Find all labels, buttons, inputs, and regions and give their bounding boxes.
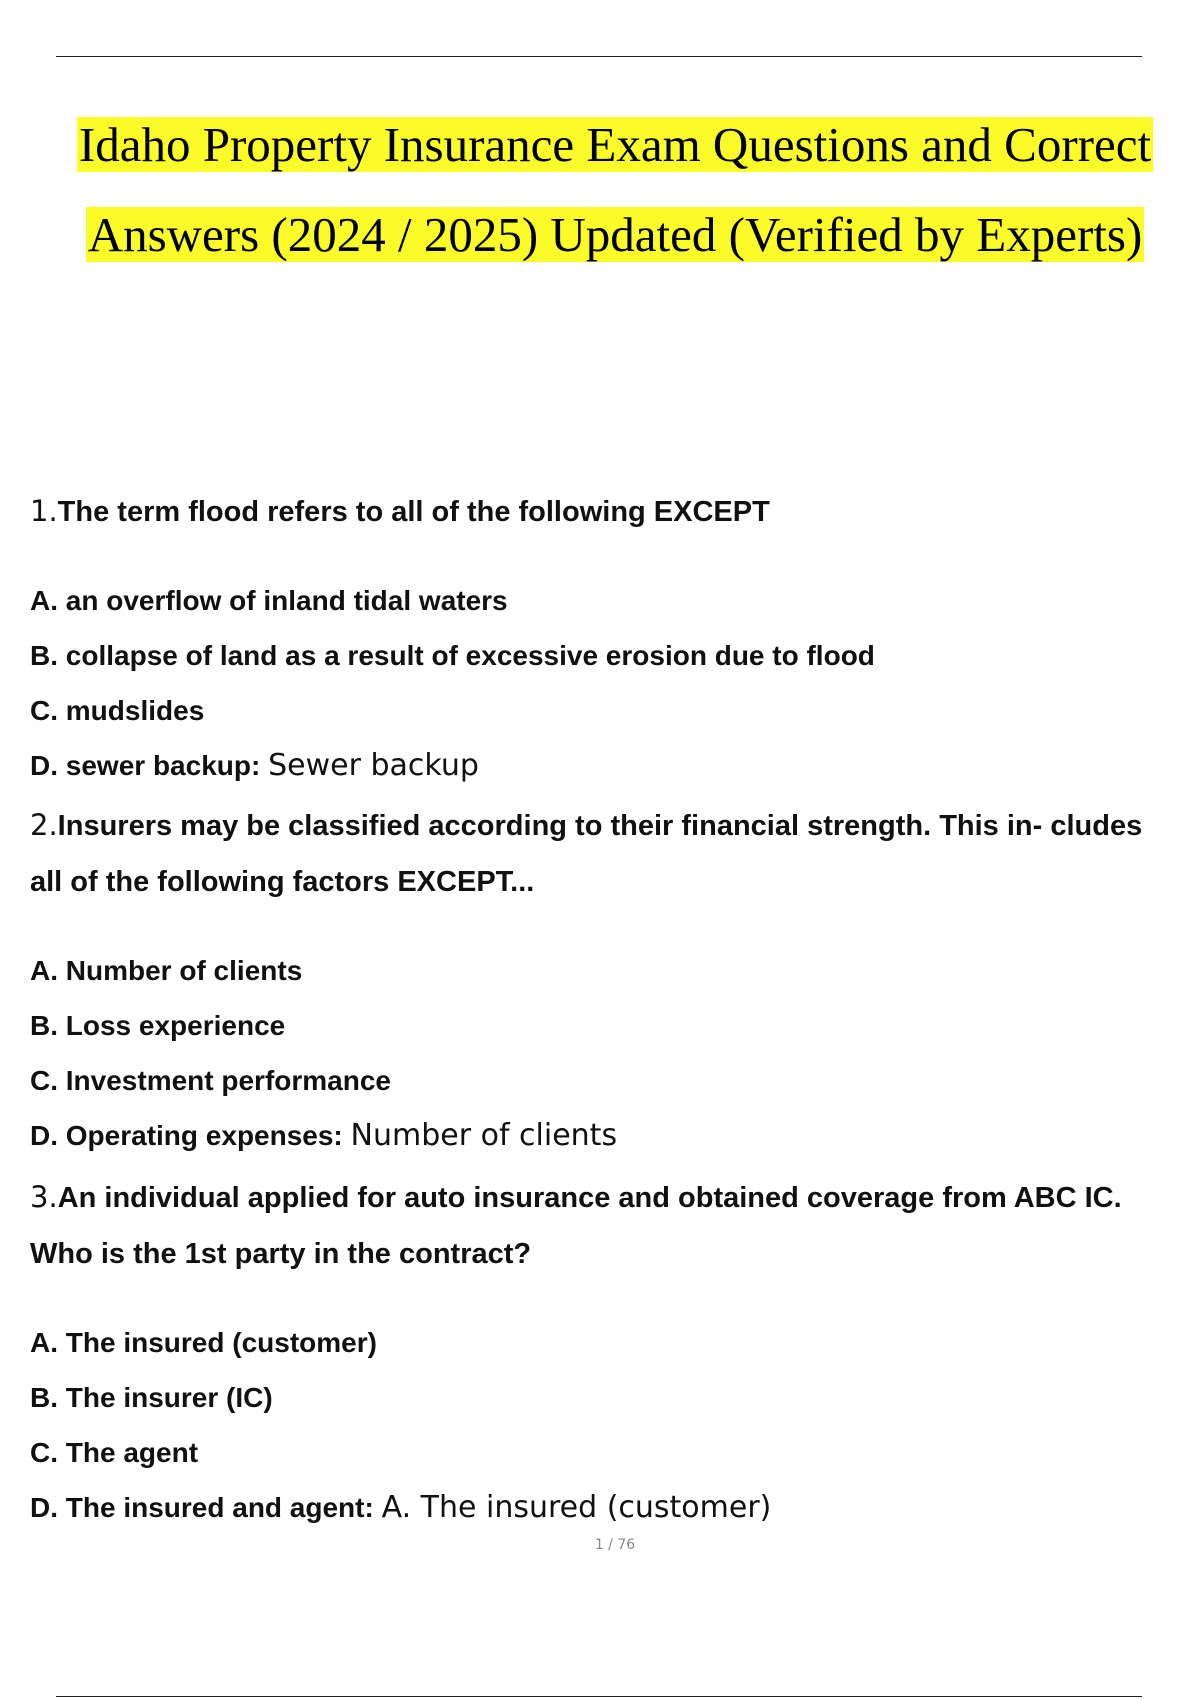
option-text: mudslides: [65, 695, 205, 726]
option-letter: A.: [30, 955, 58, 986]
option-text: The insured and agent:: [65, 1492, 374, 1523]
option-text: The insured (customer): [65, 1327, 377, 1358]
option-letter: A.: [30, 1327, 58, 1358]
option-2c: [30, 1061, 1160, 1101]
bottom-rule: [56, 1696, 1142, 1697]
option-text: Loss experience: [65, 1010, 286, 1041]
document-title: [40, 100, 1190, 280]
option-text: Operating expenses:: [65, 1120, 343, 1151]
option-text: an overflow of inland tidal waters: [65, 585, 508, 616]
option-1c: [30, 691, 1160, 731]
option-2d: [30, 1116, 1160, 1156]
answer-text: Sewer backup: [268, 748, 479, 783]
option-letter: A.: [30, 585, 58, 616]
option-3b: [30, 1378, 1160, 1418]
option-2b: [30, 1006, 1160, 1046]
option-letter: C.: [30, 1065, 58, 1096]
option-text: The agent: [65, 1437, 199, 1468]
option-letter: C.: [30, 695, 58, 726]
question-1: [30, 483, 1160, 540]
option-text: collapse of land as a result of excessive erosion due to flood: [65, 640, 875, 671]
title-line-2: Answers (2024 / 2025) Updated (Verified by Experts): [87, 207, 1143, 262]
option-text: Investment performance: [65, 1065, 391, 1096]
option-3c: [30, 1433, 1160, 1473]
question-number: 2.: [30, 808, 58, 842]
option-text: The insurer (IC): [65, 1382, 273, 1413]
option-letter: D.: [30, 1492, 58, 1523]
option-1d: [30, 746, 1160, 786]
option-2a: [30, 951, 1160, 991]
title-line-1: Idaho Property Insurance Exam Questions and Correct: [78, 117, 1152, 172]
option-letter: C.: [30, 1437, 58, 1468]
question-text: An individual applied for auto insurance and obtained coverage from ABC IC. Who is the 1st party in the contract?: [30, 1182, 1122, 1270]
answer-text: Number of clients: [350, 1118, 618, 1153]
option-3d: [30, 1488, 1160, 1528]
option-3a: [30, 1323, 1160, 1363]
top-rule: [56, 56, 1142, 57]
question-text: Insurers may be classified according to their financial strength. This in- cludes all of the following factors EXCEPT...: [30, 810, 1143, 898]
option-letter: D.: [30, 1120, 58, 1151]
option-1b: [30, 636, 1160, 676]
question-number: 1.: [30, 494, 58, 528]
option-text: sewer backup:: [65, 750, 261, 781]
question-3: [30, 1169, 1160, 1282]
option-1a: [30, 581, 1160, 621]
option-letter: B.: [30, 1382, 58, 1413]
option-letter: B.: [30, 640, 58, 671]
question-text: The term flood refers to all of the following EXCEPT: [57, 496, 770, 528]
option-text: Number of clients: [65, 955, 303, 986]
option-letter: D.: [30, 750, 58, 781]
option-letter: B.: [30, 1010, 58, 1041]
question-number: 3.: [30, 1180, 58, 1214]
page-indicator: 1 / 76: [594, 1537, 636, 1553]
question-2: [30, 797, 1160, 910]
answer-text: A. The insured (customer): [381, 1490, 772, 1525]
